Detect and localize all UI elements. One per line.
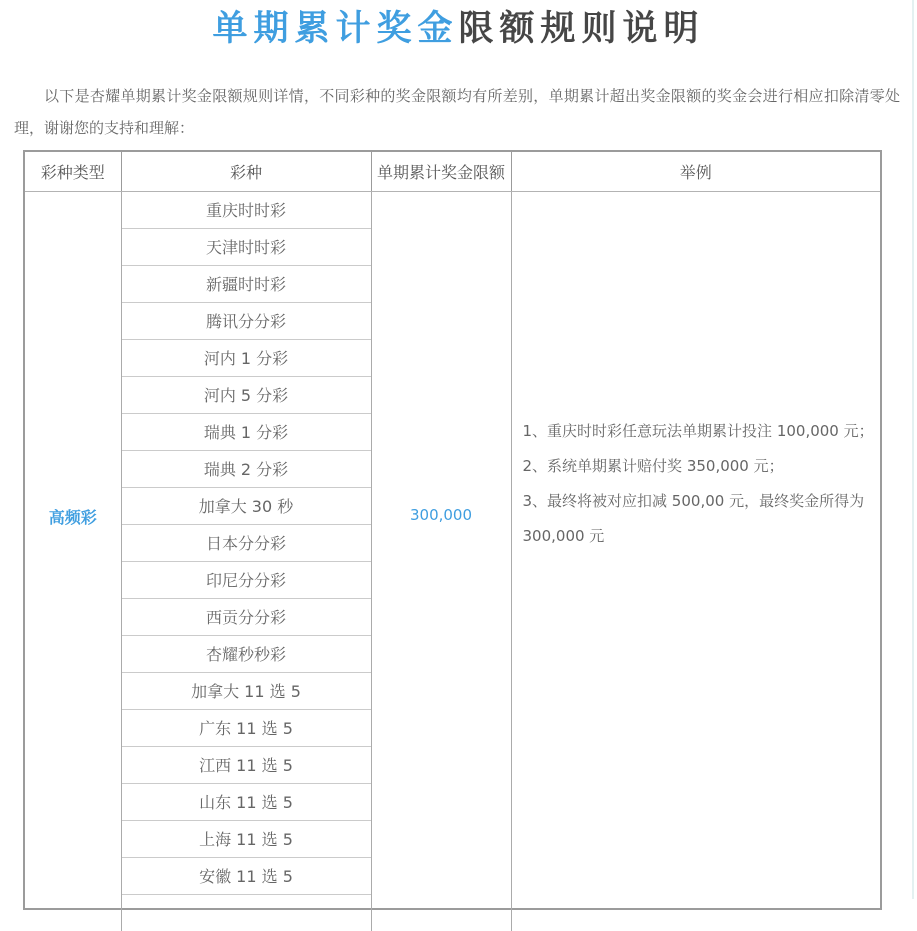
lottery-name-cell: 印尼分分彩 [121, 561, 371, 598]
lottery-name-cell: 新疆时时彩 [121, 265, 371, 302]
example-line: 1、重庆时时彩任意玩法单期累计投注 100,000 元； [522, 421, 874, 440]
table-header-row [25, 152, 880, 191]
rules-table [25, 152, 880, 931]
lottery-name-cell: 腾讯分分彩 [121, 302, 371, 339]
limit-cell [371, 191, 511, 931]
category-cell [25, 191, 121, 931]
example-list [523, 414, 877, 554]
lottery-name-cell: 河内 1 分彩 [121, 339, 371, 376]
page-title [0, 9, 917, 49]
example-line: 3、最终将被对应扣减 500,00 元，最终奖金所得为 300,000 元 [522, 491, 865, 545]
column-header: 举例 [511, 152, 880, 191]
lottery-name-cell: 加拿大 11 选 5 [121, 672, 371, 709]
page-title-rest: 限额规则说明 [458, 9, 705, 49]
lottery-name-cell: 西贡分分彩 [121, 598, 371, 635]
intro-paragraph: 以下是杏耀单期累计奖金限额规则详情，不同彩种的奖金限额均有所差别，单期累计超出奖金限额的奖金会进行相应扣除清零处理，谢谢您的支持和理解： [14, 87, 900, 137]
lottery-name-cell: 山东 11 选 5 [121, 783, 371, 820]
lottery-name-cell: 江西 11 选 5 [121, 746, 371, 783]
column-header: 单期累计奖金限额 [371, 152, 511, 191]
lottery-name-cell: 瑞典 2 分彩 [121, 450, 371, 487]
limit-value: 300,000 [409, 505, 473, 524]
lottery-name-cell: 广东 11 选 5 [121, 709, 371, 746]
table-body [25, 191, 880, 931]
page-right-edge-divider [912, 0, 914, 899]
table-row [25, 191, 880, 228]
lottery-name-cell: 杏耀秒秒彩 [121, 635, 371, 672]
lottery-name-cell: 日本分分彩 [121, 524, 371, 561]
column-header: 彩种类型 [25, 152, 121, 191]
lottery-name-cell: 上海 11 选 5 [121, 820, 371, 857]
lottery-name-cell [121, 894, 371, 931]
category-label: 高频彩 [48, 507, 97, 527]
lottery-name-cell: 瑞典 1 分彩 [121, 413, 371, 450]
lottery-name-cell: 重庆时时彩 [121, 191, 371, 228]
page-title-highlight: 单期累计奖金 [212, 9, 459, 49]
lottery-name-cell: 河内 5 分彩 [121, 376, 371, 413]
example-cell [511, 191, 880, 931]
lottery-name-cell: 加拿大 30 秒 [121, 487, 371, 524]
lottery-name-cell: 天津时时彩 [121, 228, 371, 265]
example-line: 2、系统单期累计赔付奖 350,000 元； [522, 456, 784, 475]
lottery-name-cell: 安徽 11 选 5 [121, 857, 371, 894]
column-header: 彩种 [121, 152, 371, 191]
rules-table-container [23, 150, 882, 910]
